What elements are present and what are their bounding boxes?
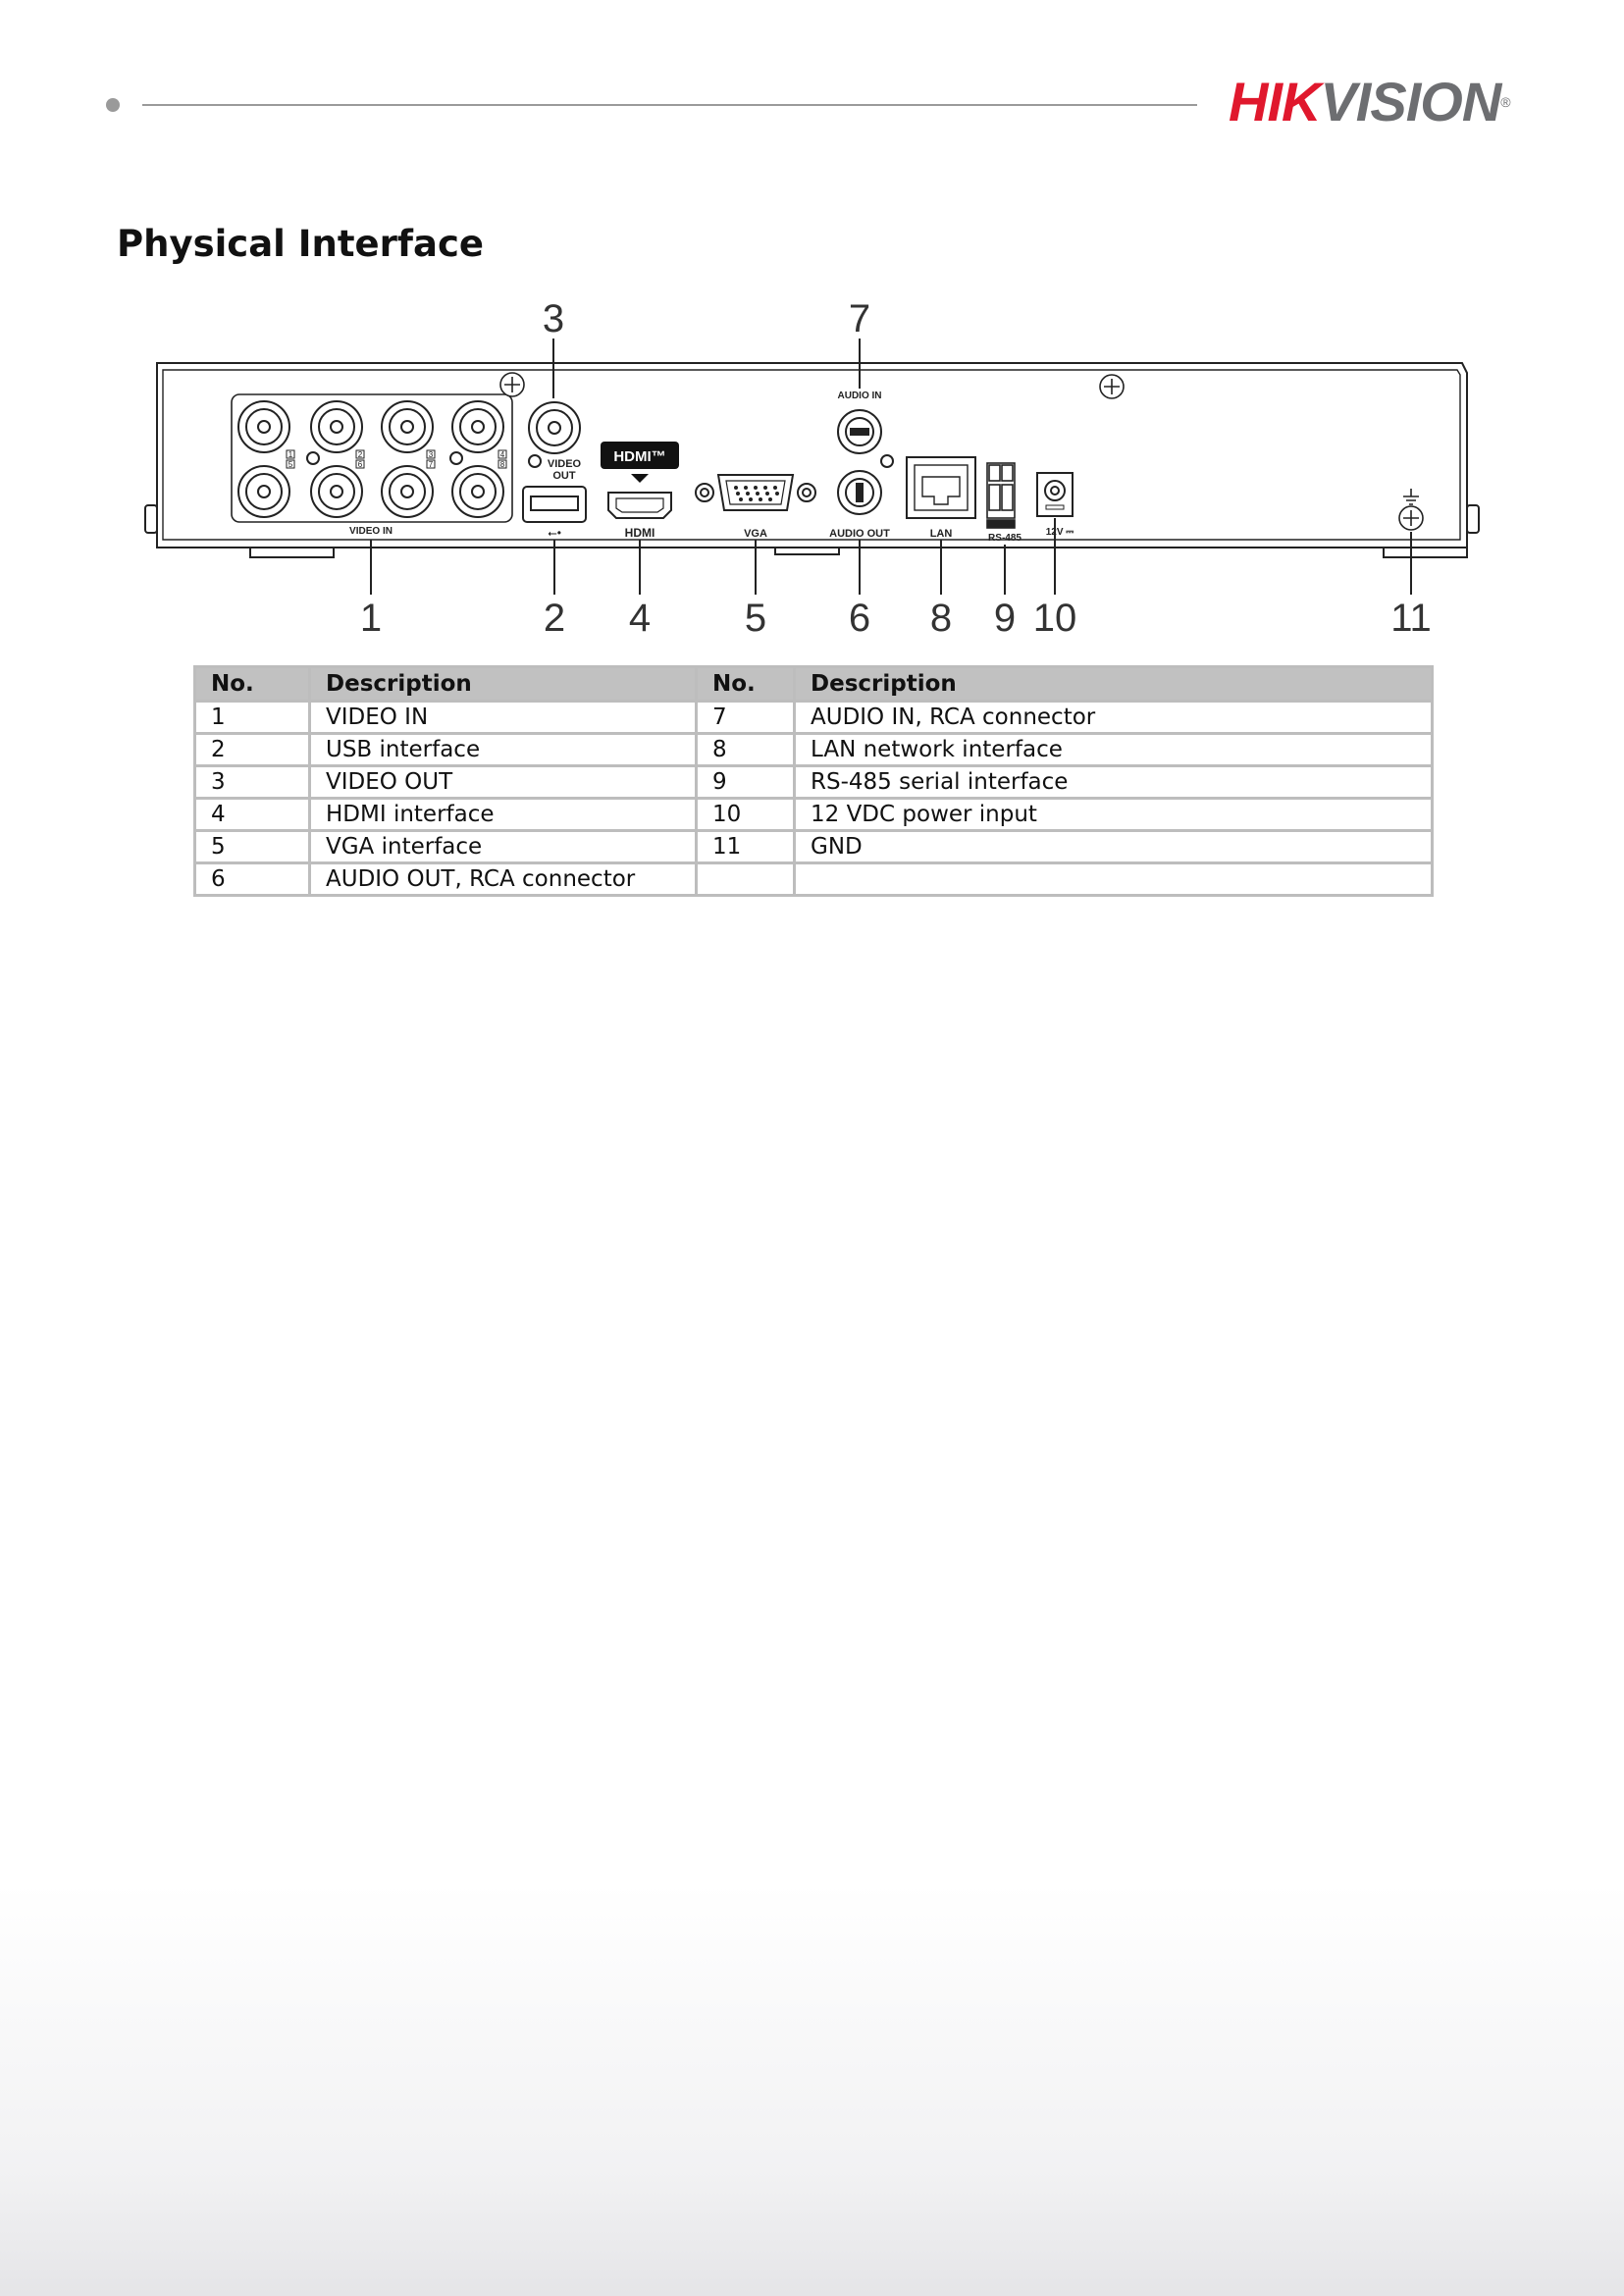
table-cell: AUDIO OUT, RCA connector [310,863,697,896]
vga-label: VGA [744,528,767,540]
callout-5: 5 [744,597,767,640]
table-cell: 5 [195,831,310,863]
table-cell: GND [795,831,1433,863]
rs485-terminal [987,463,1015,528]
bnc-connector [382,466,433,517]
table-cell: AUDIO IN, RCA connector [795,702,1433,734]
hikvision-logo: HIKVISION® [1229,71,1510,132]
bnc-connector [311,466,362,517]
callout-11: 11 [1390,597,1432,640]
table-cell: USB interface [310,734,697,766]
table-row [195,863,1433,896]
table-cell: 1 [195,702,310,734]
table-row [195,831,1433,863]
svg-text:6: 6 [357,460,363,469]
table-cell: 3 [195,766,310,799]
lan-port [907,457,975,518]
bnc-connector [452,401,503,452]
callout-7: 7 [848,297,871,340]
table-cell: 4 [195,799,310,831]
audio-out-label: AUDIO OUT [829,528,890,540]
table-cell: VIDEO OUT [310,766,697,799]
rs485-label: RS-485 [988,533,1022,544]
video-in-label: VIDEO IN [349,526,393,537]
bnc-connector [382,401,433,452]
rear-panel-diagram [0,0,1624,667]
svg-text:HDMI™: HDMI™ [613,448,666,465]
table-row [195,734,1433,766]
table-header-row [195,667,1433,702]
power-jack [1037,473,1073,516]
usb-icon: ⭠• [548,526,561,540]
callout-4: 4 [628,597,652,640]
video-out-label-2: OUT [552,470,576,482]
audio-in-label: AUDIO IN [837,391,882,401]
callout-10: 10 [1032,597,1077,640]
video-out-label-1: VIDEO [547,458,582,470]
table-cell: 10 [697,799,795,831]
table-cell [795,863,1433,896]
callout-1: 1 [359,597,383,640]
svg-text:5: 5 [288,460,293,469]
svg-text:3: 3 [428,450,434,459]
section-title: Physical Interface [117,223,484,265]
table-row [195,766,1433,799]
column-header: No. [697,667,795,702]
table-cell: LAN network interface [795,734,1433,766]
device-chassis [145,363,1479,557]
svg-text:8: 8 [499,460,505,469]
table-cell: 7 [697,702,795,734]
table-cell: 11 [697,831,795,863]
callout-3: 3 [542,297,565,340]
bnc-connector [238,401,289,452]
column-header: No. [195,667,310,702]
callout-9: 9 [993,597,1017,640]
table-cell: 12 VDC power input [795,799,1433,831]
svg-text:4: 4 [499,450,505,459]
table-cell: 9 [697,766,795,799]
table-row [195,702,1433,734]
bnc-connector [238,466,289,517]
table-cell: VIDEO IN [310,702,697,734]
audio-in-connector [838,410,881,453]
table-cell: VGA interface [310,831,697,863]
table-cell: HDMI interface [310,799,697,831]
hdmi-port [608,493,671,518]
callout-6: 6 [848,597,871,640]
table-row [195,799,1433,831]
table-cell: RS-485 serial interface [795,766,1433,799]
svg-text:2: 2 [357,450,363,459]
hdmi-label: HDMI [624,526,655,540]
lan-label: LAN [929,528,953,540]
interface-table [193,665,1434,897]
svg-text:1: 1 [288,450,293,459]
column-header: Description [795,667,1433,702]
page-background-fade [0,1884,1624,2296]
table-cell: 8 [697,734,795,766]
table-cell: 2 [195,734,310,766]
svg-text:7: 7 [428,460,434,469]
bnc-connector [452,466,503,517]
usb-port [523,487,586,522]
callout-2: 2 [543,597,566,640]
power-label: 12V ⎓ [1045,527,1074,538]
column-header: Description [310,667,697,702]
callout-8: 8 [929,597,953,640]
table-cell: 6 [195,863,310,896]
bnc-connector [311,401,362,452]
table-cell [697,863,795,896]
